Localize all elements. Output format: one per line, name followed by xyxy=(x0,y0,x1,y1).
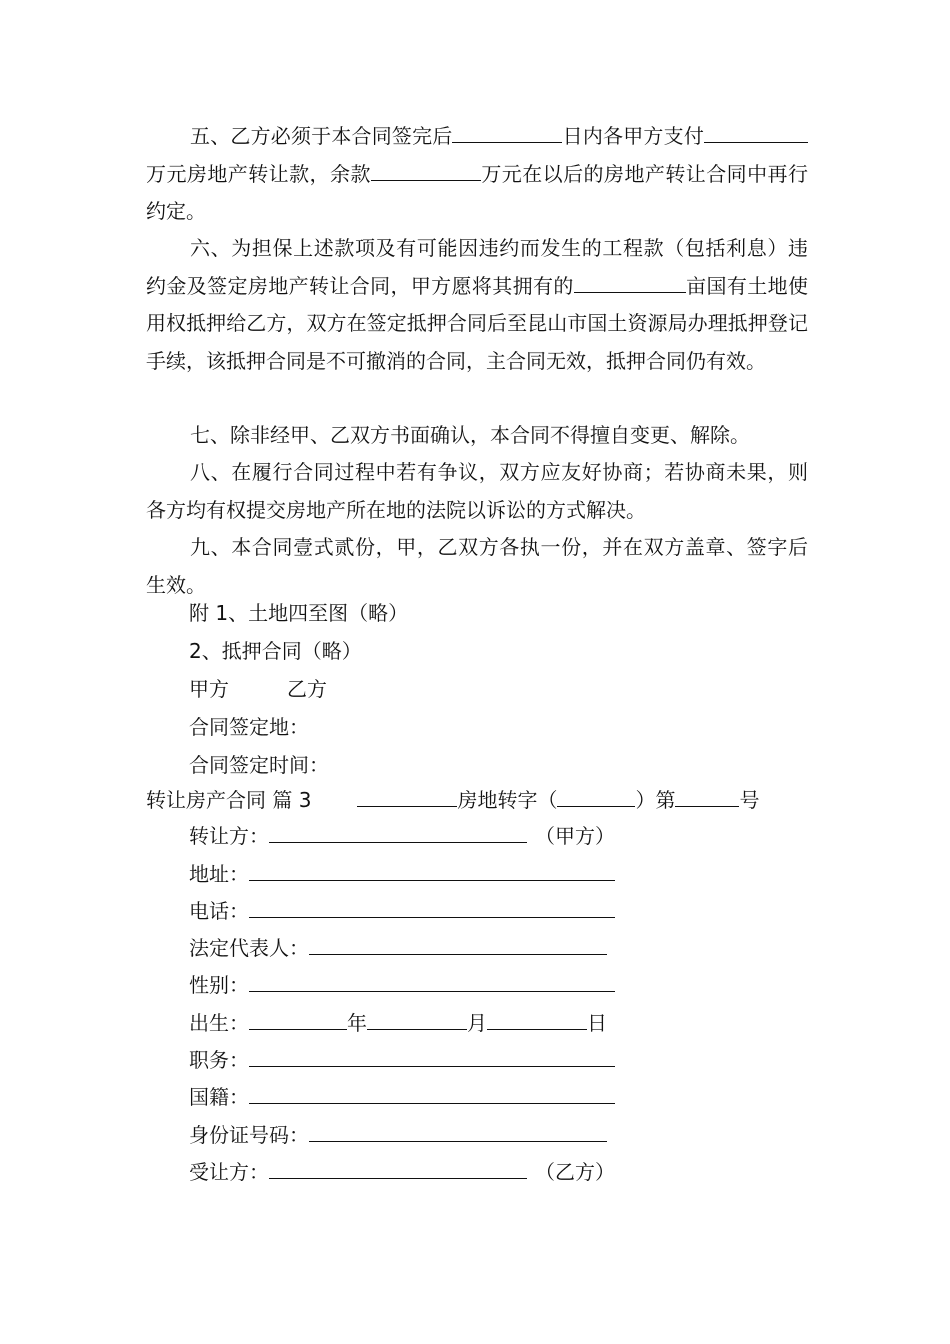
clause-9 xyxy=(146,529,808,604)
year-label: 年 xyxy=(347,1011,367,1035)
address-label: 地址： xyxy=(189,862,249,886)
legal-rep-label: 法定代表人： xyxy=(189,936,309,960)
clause-8 xyxy=(146,454,808,529)
transferee-suffix: （乙方） xyxy=(535,1160,615,1184)
days-blank[interactable] xyxy=(452,122,562,143)
gender-row xyxy=(189,970,615,1000)
birth-day-blank[interactable] xyxy=(487,1009,587,1030)
birth-year-blank[interactable] xyxy=(249,1009,347,1030)
balance-blank[interactable] xyxy=(371,160,481,181)
party-a-label: 甲方 xyxy=(189,677,229,701)
gender-label: 性别： xyxy=(189,973,249,997)
position-label: 职务： xyxy=(189,1048,249,1072)
birth-month-blank[interactable] xyxy=(367,1009,467,1030)
gender-blank[interactable] xyxy=(249,971,615,992)
clause-7 xyxy=(146,417,808,455)
clause-6-text-a: 六、为担保上述款项及有可能因违约而发生的工程款（包括利息）违约金及签定房地产转让合同，甲方愿将其拥有的 xyxy=(146,236,808,298)
legal-rep-row xyxy=(189,933,607,963)
clause-5-text-d: 万元在以后的房地产转让合同中再行约定。 xyxy=(146,161,809,223)
doc-year-blank[interactable] xyxy=(557,786,635,807)
clause-5-text-c: 万元房地产转让款，余款 xyxy=(146,161,371,186)
doc-no-text-c: 号 xyxy=(739,788,760,812)
doc-no-text-b: ）第 xyxy=(635,788,676,812)
doc-prefix-blank[interactable] xyxy=(357,786,457,807)
birth-row xyxy=(189,1008,607,1038)
signature-parties xyxy=(189,674,327,704)
payment-blank-1[interactable] xyxy=(704,122,756,143)
clause-8-text: 八、在履行合同过程中若有争议，双方应友好协商；若协商未果，则各方均有权提交房地产所在地的法院以诉讼的方式解决。 xyxy=(146,460,808,522)
doc-number-blank[interactable] xyxy=(675,786,739,807)
address-blank[interactable] xyxy=(249,860,615,881)
transferee-row xyxy=(189,1157,615,1187)
transferor-label: 转让方： xyxy=(189,824,269,848)
transferee-blank[interactable] xyxy=(269,1158,527,1179)
signing-time: 合同签定时间： xyxy=(189,753,329,777)
attachment-2: 2、抵押合同（略） xyxy=(189,639,362,663)
clause-5-text-a: 五、乙方必须于本合同签完后 xyxy=(190,124,453,148)
nationality-row xyxy=(189,1082,615,1112)
phone-row xyxy=(189,896,615,926)
transferee-label: 受让方： xyxy=(189,1160,269,1184)
id-number-row xyxy=(189,1120,607,1150)
position-blank[interactable] xyxy=(249,1046,615,1067)
id-number-blank[interactable] xyxy=(309,1121,607,1142)
clause-6-text-b: 亩国有土地使用权抵押给乙方，双方在签定抵押合同后至昆山市国土资源局办理抵押登记手续，该抵押合同是不可撤消的合同，主合同无效，抵押合同仍有效。 xyxy=(146,273,809,373)
legal-rep-blank[interactable] xyxy=(309,934,607,955)
nationality-label: 国籍： xyxy=(189,1085,249,1109)
transferor-row xyxy=(189,821,615,851)
land-area-blank[interactable] xyxy=(574,272,686,293)
nationality-blank[interactable] xyxy=(249,1083,615,1104)
id-number-label: 身份证号码： xyxy=(189,1123,309,1147)
clause-6 xyxy=(146,230,808,380)
position-row xyxy=(189,1045,615,1075)
phone-blank[interactable] xyxy=(249,897,615,918)
clause-5 xyxy=(146,118,808,231)
transferor-blank[interactable] xyxy=(269,822,527,843)
section-3-title: 转让房产合同 篇 3 xyxy=(146,788,312,812)
attachment-1: 附 1、土地四至图（略） xyxy=(189,601,409,625)
clause-5-text-b: 日内各甲方支付 xyxy=(562,124,705,148)
clause-7-text: 七、除非经甲、乙双方书面确认，本合同不得擅自变更、解除。 xyxy=(190,423,750,447)
day-label: 日 xyxy=(587,1011,607,1035)
phone-label: 电话： xyxy=(189,899,249,923)
doc-no-text-a: 房地转字（ xyxy=(457,788,558,812)
address-row xyxy=(189,859,615,889)
payment-blank-2[interactable] xyxy=(756,122,808,143)
month-label: 月 xyxy=(467,1011,487,1035)
signing-place: 合同签定地： xyxy=(189,715,309,739)
party-b-label: 乙方 xyxy=(287,677,327,701)
section-3-heading xyxy=(146,785,759,815)
birth-label: 出生： xyxy=(189,1011,249,1035)
transferor-suffix: （甲方） xyxy=(535,824,615,848)
clause-9-text: 九、本合同壹式贰份，甲，乙双方各执一份，并在双方盖章、签字后生效。 xyxy=(146,535,808,597)
